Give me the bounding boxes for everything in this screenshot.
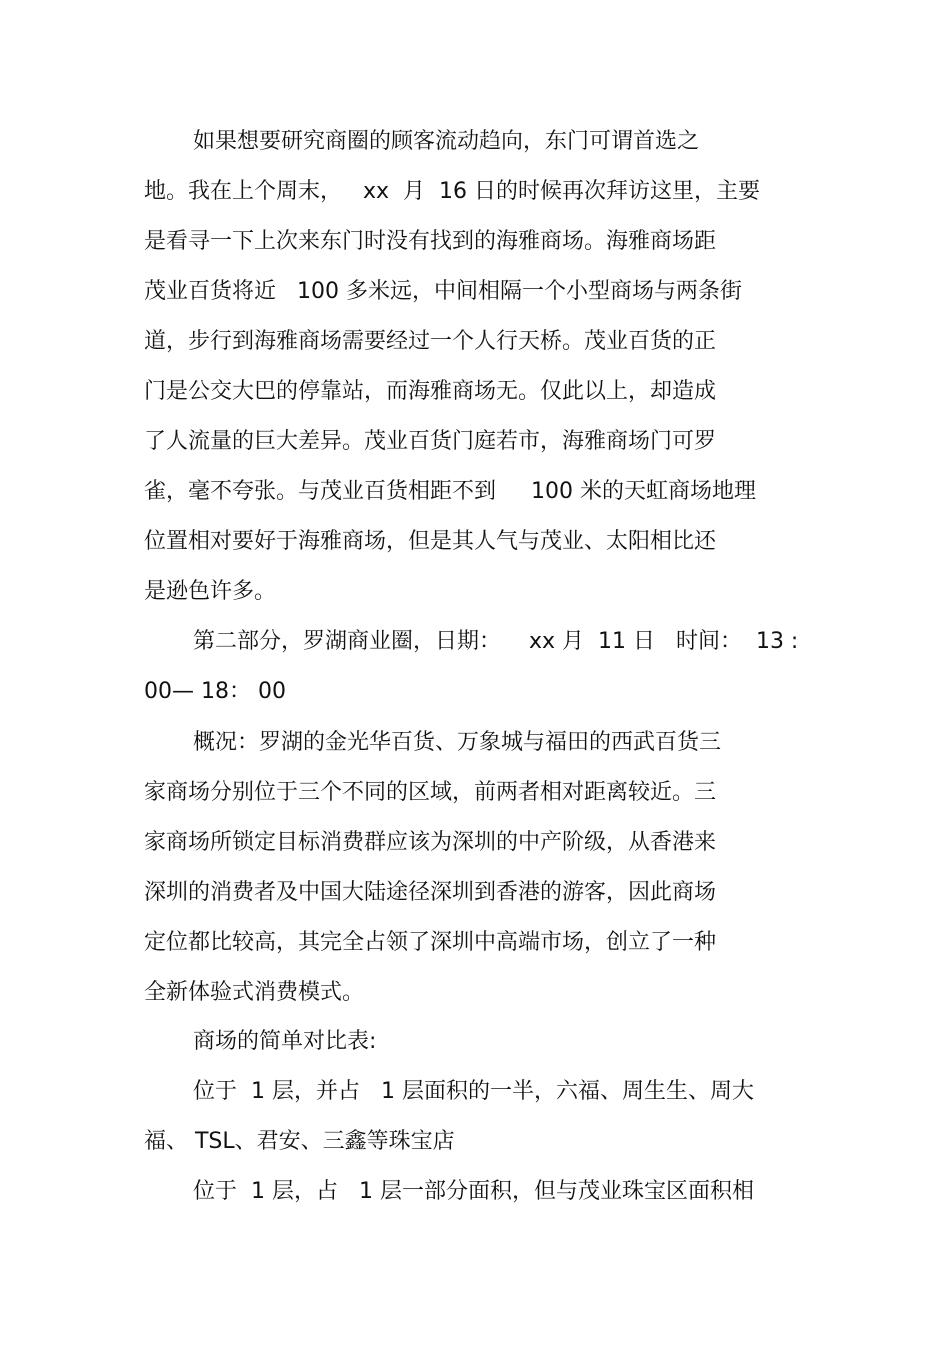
- paragraph-line: 家商场所锁定目标消费群应该为深圳的中产阶级，从香港来: [144, 830, 717, 855]
- paragraph-line: 福、 TSL、君安、三鑫等珠宝店: [144, 1129, 455, 1154]
- paragraph-line: 了人流量的巨大差异。茂业百货门庭若市，海雅商场门可罗: [144, 429, 717, 454]
- paragraph-line: 位于 1 层，占 1 层一部分面积，但与茂业珠宝区面积相: [193, 1179, 754, 1204]
- paragraph-line: 是看寻一下上次来东门时没有找到的海雅商场。海雅商场距: [144, 229, 717, 254]
- paragraph-line: 是逊色许多。: [144, 579, 277, 604]
- paragraph-line: 概况：罗湖的金光华百货、万象城与福田的西武百货三: [193, 730, 722, 755]
- paragraph-line: 道，步行到海雅商场需要经过一个人行天桥。茂业百货的正: [144, 329, 717, 354]
- paragraph-line: 定位都比较高，其完全占领了深圳中高端市场，创立了一种: [144, 930, 717, 955]
- paragraph-line: 商场的简单对比表:: [193, 1029, 377, 1054]
- paragraph-line: 地。我在上个周末， xx 月 16 日的时候再次拜访这里，主要: [144, 179, 760, 204]
- paragraph-line: 如果想要研究商圈的顾客流动趋向，东门可谓首选之: [193, 129, 700, 154]
- paragraph-line: 家商场分别位于三个不同的区域，前两者相对距离较近。三: [144, 780, 717, 805]
- paragraph-line: 第二部分，罗湖商业圈，日期： xx 月 11 日 时间： 13 :: [193, 629, 799, 654]
- paragraph-line: 茂业百货将近 100 多米远，中间相隔一个小型商场与两条街: [144, 279, 742, 304]
- paragraph-line: 全新体验式消费模式。: [144, 980, 365, 1005]
- paragraph-line: 位于 1 层，并占 1 层面积的一半，六福、周生生、周大: [193, 1079, 754, 1104]
- paragraph-line: 深圳的消费者及中国大陆途径深圳到香港的游客，因此商场: [144, 880, 717, 905]
- paragraph-line: 门是公交大巴的停靠站，而海雅商场无。仅此以上，却造成: [144, 379, 717, 404]
- paragraph-line: 雀，毫不夸张。与茂业百货相距不到 100 米的天虹商场地理: [144, 479, 756, 504]
- paragraph-line: 00— 18： 00: [144, 679, 286, 704]
- paragraph-line: 位置相对要好于海雅商场，但是其人气与茂业、太阳相比还: [144, 529, 717, 554]
